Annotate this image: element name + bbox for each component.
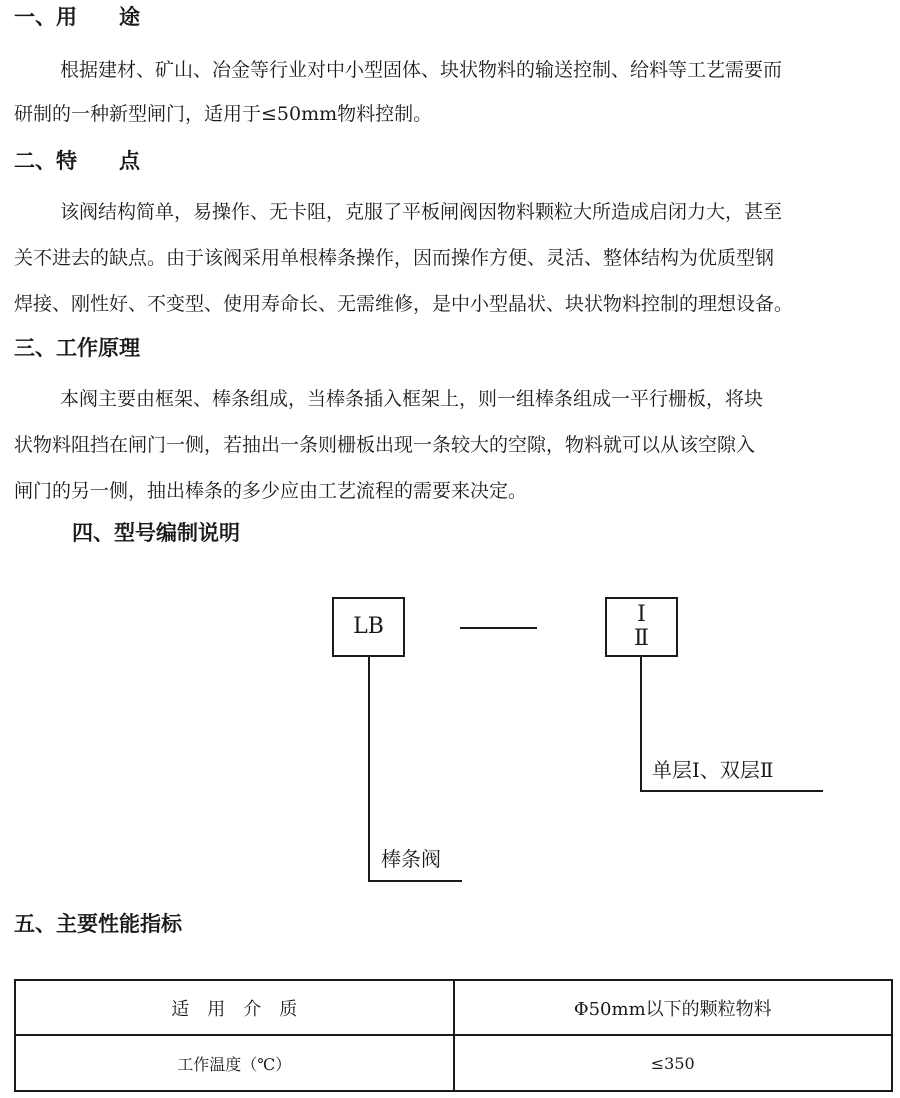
performance-table <box>14 979 893 1092</box>
temperature-label: 工作温度（℃） <box>15 1035 454 1091</box>
features-line-2: 关不进去的缺点。由于该阀采用单根棒条操作，因而操作方便、灵活、整体结构为优质型钢 <box>14 247 775 269</box>
table-row <box>15 980 892 1035</box>
type-leader-vertical <box>368 657 370 882</box>
medium-value: Φ50mm以下的颗粒物料 <box>454 980 893 1035</box>
features-line-1: 该阀结构简单，易操作、无卡阻，克服了平板闸阀因物料颗粒大所造成启闭力大，甚至 <box>60 201 783 223</box>
model-layer-box <box>605 597 678 657</box>
section-title-features: 二、特 点 <box>14 149 140 173</box>
section-title-purpose: 一、用 途 <box>14 5 140 29</box>
model-layer-bottom: Ⅱ <box>634 626 649 651</box>
section-title-model: 四、型号编制说明 <box>72 521 240 545</box>
layer-label: 单层Ⅰ、双层Ⅱ <box>652 758 774 782</box>
layer-leader-horizontal <box>640 790 823 792</box>
model-code-text: LB <box>353 614 384 639</box>
principle-line-1: 本阀主要由框架、棒条组成，当棒条插入框架上，则一组棒条组成一平行栅板，将块 <box>60 388 764 410</box>
model-code-dash <box>460 627 537 629</box>
features-line-3: 焊接、刚性好、不变型、使用寿命长、无需维修，是中小型晶状、块状物料控制的理想设备。 <box>14 293 794 315</box>
purpose-line-2: 研制的一种新型闸门，适用于≤50mm物料控制。 <box>14 103 433 125</box>
layer-leader-vertical <box>640 657 642 792</box>
temperature-value: ≤350 <box>454 1035 893 1091</box>
model-layer-top: Ⅰ <box>637 602 646 627</box>
medium-label: 适 用 介 质 <box>15 980 454 1035</box>
table-row <box>15 1035 892 1091</box>
type-leader-horizontal <box>368 880 462 882</box>
section-title-performance: 五、主要性能指标 <box>14 912 182 936</box>
section-title-principle: 三、工作原理 <box>14 336 140 360</box>
principle-line-3: 闸门的另一侧，抽出棒条的多少应由工艺流程的需要来决定。 <box>14 480 528 502</box>
purpose-line-1: 根据建材、矿山、冶金等行业对中小型固体、块状物料的输送控制、给料等工艺需要而 <box>60 59 783 81</box>
model-code-box <box>332 597 405 657</box>
type-label: 棒条阀 <box>381 847 441 871</box>
principle-line-2: 状物料阻挡在闸门一侧，若抽出一条则栅板出现一条较大的空隙，物料就可以从该空隙入 <box>14 434 756 456</box>
